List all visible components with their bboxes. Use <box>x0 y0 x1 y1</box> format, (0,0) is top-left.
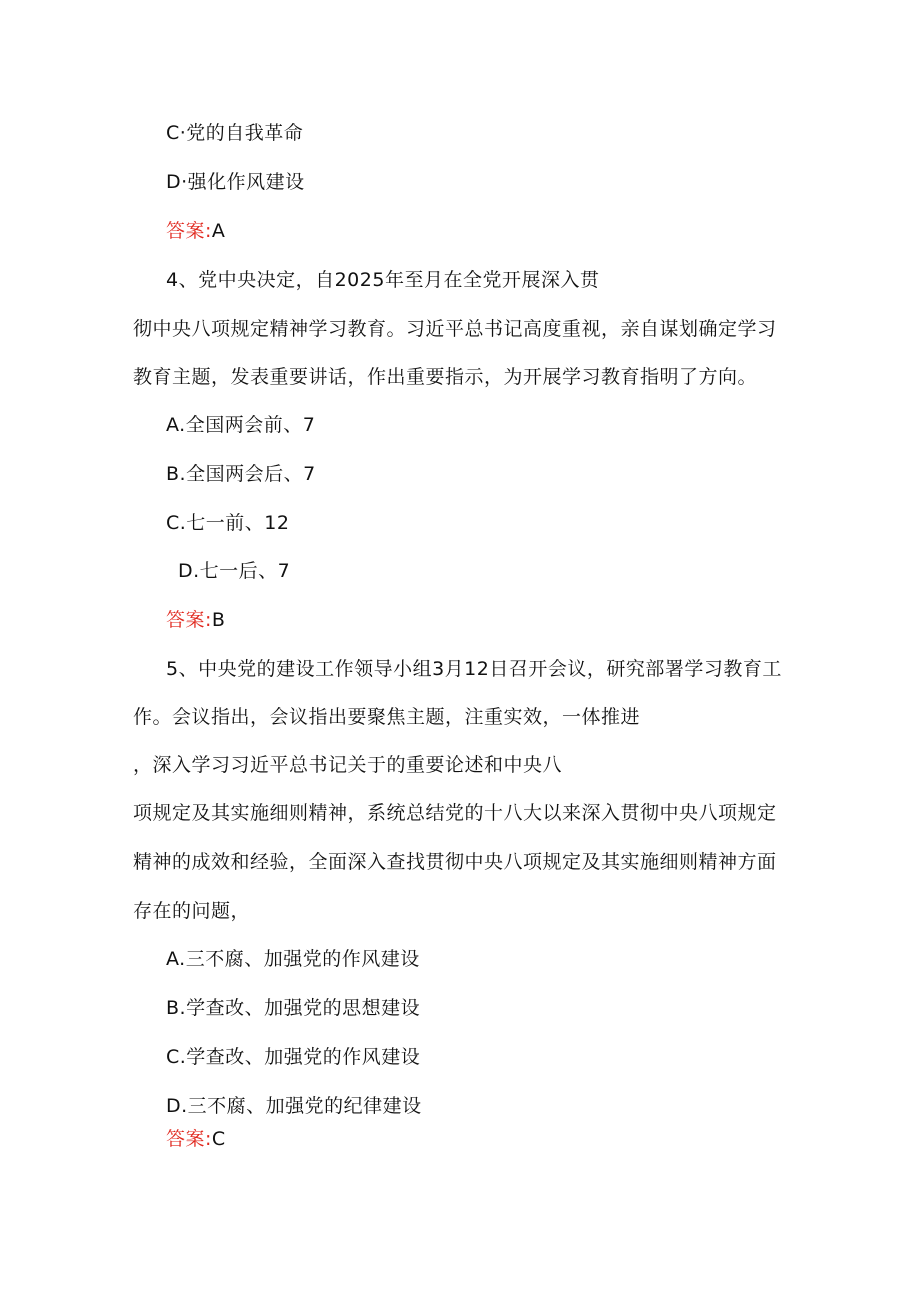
q4-option-c: C.七一前、12 <box>166 512 290 534</box>
q4-answer <box>166 607 225 633</box>
q5-stem-line-6: 存在的问题， <box>133 900 251 922</box>
answer-label: 答案: <box>166 1128 212 1150</box>
q5-stem-line-2: 作。会议指出，会议指出要聚焦主题，注重实效，一体推进 <box>133 706 641 728</box>
q3-option-c: C·党的自我革命 <box>166 122 304 144</box>
answer-label: 答案: <box>166 609 212 631</box>
q5-option-b: B.学查改、加强党的思想建设 <box>166 997 421 1019</box>
q4-option-b: B.全国两会后、7 <box>166 463 316 485</box>
q5-stem-line-4: 项规定及其实施细则精神，系统总结党的十八大以来深入贯彻中央八项规定 <box>133 802 777 824</box>
answer-label: 答案: <box>166 220 212 242</box>
q5-answer <box>166 1126 226 1152</box>
q3-answer <box>166 218 225 244</box>
q4-stem-line-1: 4、党中央决定，自2025年至月在全党开展深入贯 <box>166 269 600 291</box>
q4-stem-line-3: 教育主题，发表重要讲话，作出重要指示，为开展学习教育指明了方向。 <box>133 366 758 388</box>
answer-value: B <box>211 609 226 631</box>
q3-option-d: D·强化作风建设 <box>166 171 305 193</box>
q4-option-a: A.全国两会前、7 <box>166 414 316 436</box>
answer-value: A <box>211 220 226 242</box>
q4-option-d: D.七一后、7 <box>178 560 291 582</box>
q5-stem-line-1: 5、中央党的建设工作领导小组3月12日召开会议，研究部署学习教育工 <box>166 658 782 680</box>
q5-stem-line-5: 精神的成效和经验，全面深入查找贯彻中央八项规定及其实施细则精神方面 <box>133 851 777 873</box>
answer-value: C <box>211 1128 226 1150</box>
q5-option-a: A.三不腐、加强党的作风建设 <box>166 948 420 970</box>
q4-stem-line-2: 彻中央八项规定精神学习教育。习近平总书记高度重视，亲自谋划确定学习 <box>133 318 777 340</box>
q5-option-c: C.学查改、加强党的作风建设 <box>166 1046 421 1068</box>
q5-stem-line-3: ，深入学习习近平总书记关于的重要论述和中央八 <box>133 754 563 776</box>
q5-option-d: D.三不腐、加强党的纪律建设 <box>166 1095 422 1117</box>
